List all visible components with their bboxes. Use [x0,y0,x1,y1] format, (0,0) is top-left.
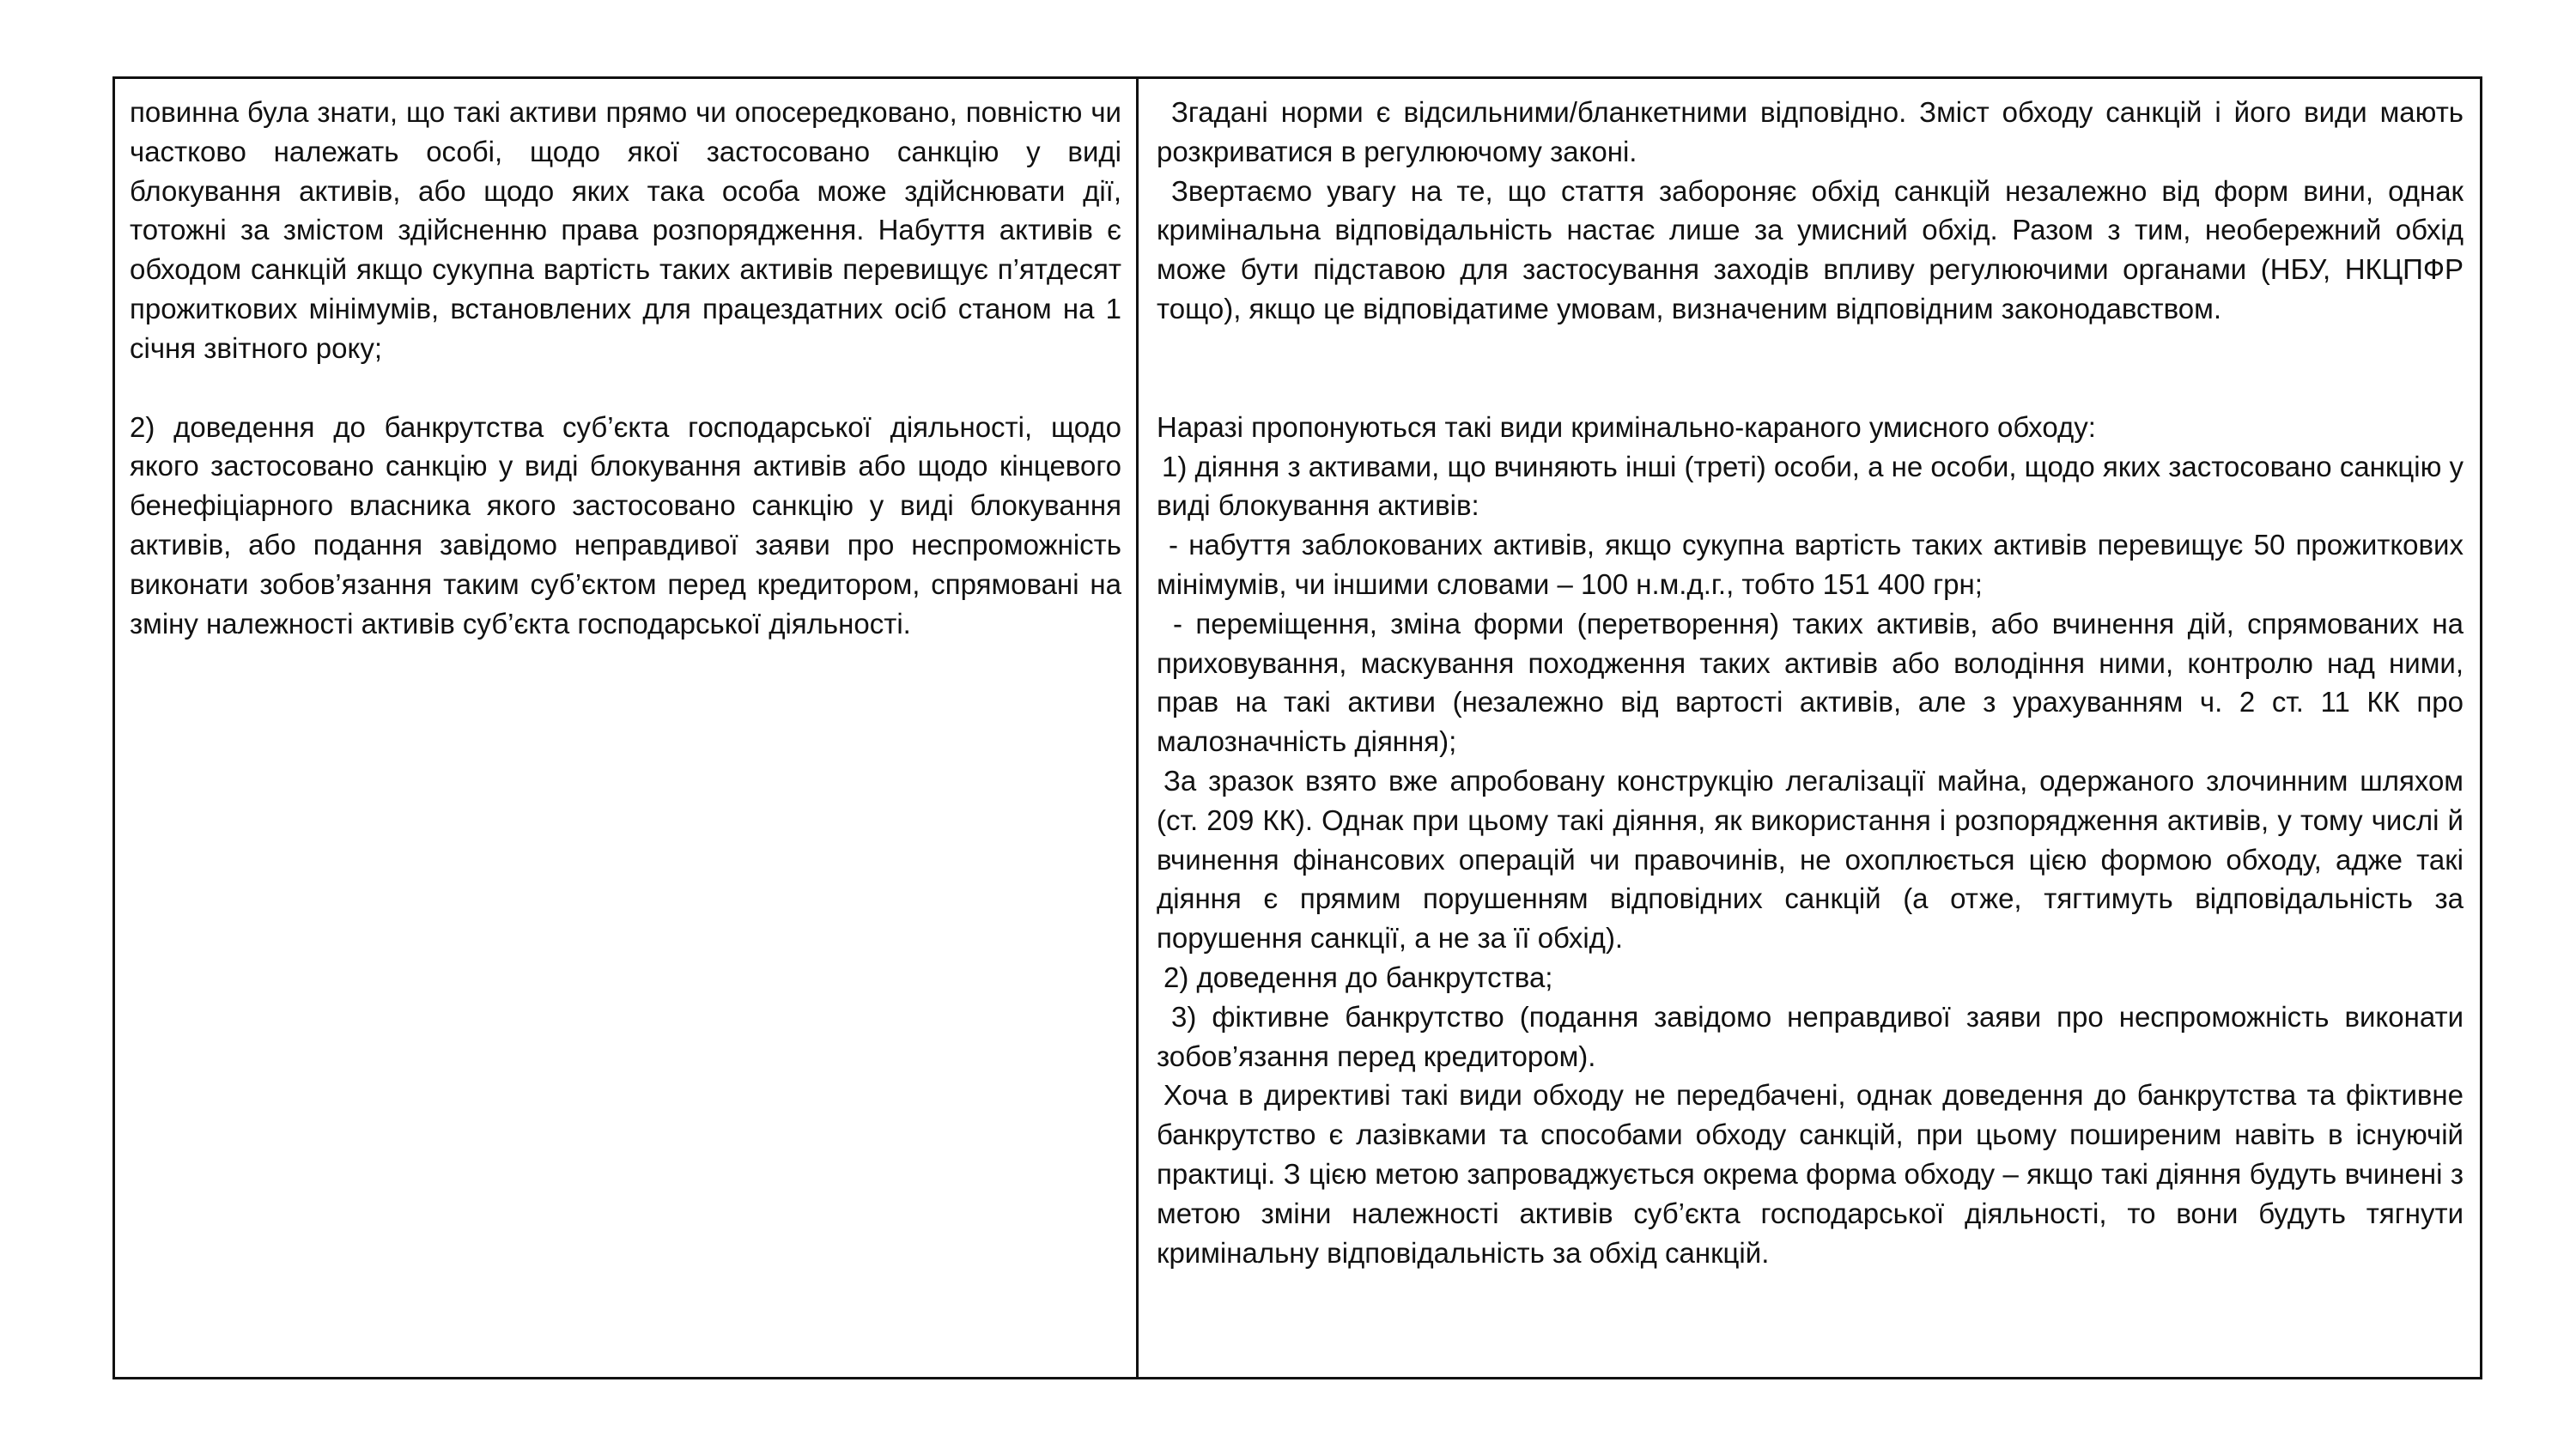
right-paragraph-6: - переміщення, зміна форми (перетворення) таких активів, або вчинення дій, спрямованих на приховування, маскування походження таких активів або володіння ними, контролю над ними, прав на такі активи (незалежно від вартості активів, але з урахуванням ч. 2 ст. 11 КК про малозначність діяння); [1157,607,2464,758]
right-paragraph-5: - набуття заблокованих активів, якщо сукупна вартість таких активів перевищує 50 прожиткових мінімумів, чи іншими словами – 100 н.м.д.г., тобто 151 400 грн; [1157,529,2464,600]
right-paragraph-8: 2) доведення до банкрутства; [1163,961,1553,993]
right-paragraph-9: 3) фіктивне банкрутство (подання завідомо неправдивої заяви про неспроможність виконати зобов’язання перед кредитором). [1157,1000,2464,1072]
left-paragraph-2: 2) доведення до банкрутства суб’єкта господарської діяльності, щодо якого застосовано санкцію у виді блокування активів або щодо кінцевого бенефіціарного власника якого застосовано санкцію у виді блокування активів, або подання завідомо неправдивої заяви про неспроможність виконати зобов’язання таким суб’єктом перед кредитором, спрямовані на зміну належності активів суб’єкта господарської діяльності. [130,410,1121,640]
right-paragraph-7: За зразок взято вже апробовану конструкцію легалізації майна, одержаного злочинним шляхом (ст. 209 КК). Однак при цьому такі діяння, як використання і розпорядження активів, у тому числі й вчинення фінансових операцій чи правочинів, не охоплюється цією формою обходу, адже такі діяння є прямим порушенням відповідних санкцій (а отже, тягтимуть відповідальність за порушення санкції, а не за її обхід). [1157,764,2464,955]
left-paragraph-1: повинна була знати, що такі активи прямо чи опосередковано, повністю чи частково належать особі, щодо якої застосовано санкцію у виді блокування активів, або щодо яких така особа може здійснювати дії, тотожні за змістом здійсненню права розпорядження. Набуття активів є обходом санкцій якщо сукупна вартість таких активів перевищує п’ятдесят прожиткових мінімумів, встановлених для працездатних осіб станом на 1 січня звітного року; [130,96,1121,364]
right-paragraph-1: Згадані норми є відсильними/бланкетними відповідно. Зміст обходу санкцій і його види мають розкриватися в регулюючому законі. [1157,96,2464,167]
paragraph-spacer [130,368,1121,408]
table-cell-right [1139,79,2480,1377]
right-paragraph-4: 1) діяння з активами, що вчиняють інші (треті) особи, а не особи, щодо яких застосовано санкцію у виді блокування активів: [1157,450,2464,522]
right-paragraph-3: Наразі пропонуються такі види кримінально-караного умисного обходу: [1157,410,2096,443]
right-paragraph-2: Звертаємо увагу на те, що стаття забороняє обхід санкцій незалежно від форм вини, однак кримінальна відповідальність настає лише за умисний обхід. Разом з тим, необережний обхід може бути підставою для застосування заходів впливу регулюючими органами (НБУ, НКЦПФР тощо), якщо це відповідатиме умовам, визначеним відповідним законодавством. [1157,174,2464,324]
paragraph-spacer [1157,329,2464,408]
right-paragraph-10: Хоча в директиві такі види обходу не передбачені, однак доведення до банкрутства та фіктивне банкрутство є лазівками та способами обходу санкцій, при цьому поширеним навіть в існуючій практиці. З цією метою запроваджується окрема форма обходу – якщо такі діяння будуть вчинені з метою зміни належності активів суб’єкта господарської діяльності, то вони будуть тягнути кримінальну відповідальність за обхід санкцій. [1157,1079,2464,1269]
comparison-table [112,76,2482,1379]
table-cell-left [115,79,1139,1377]
